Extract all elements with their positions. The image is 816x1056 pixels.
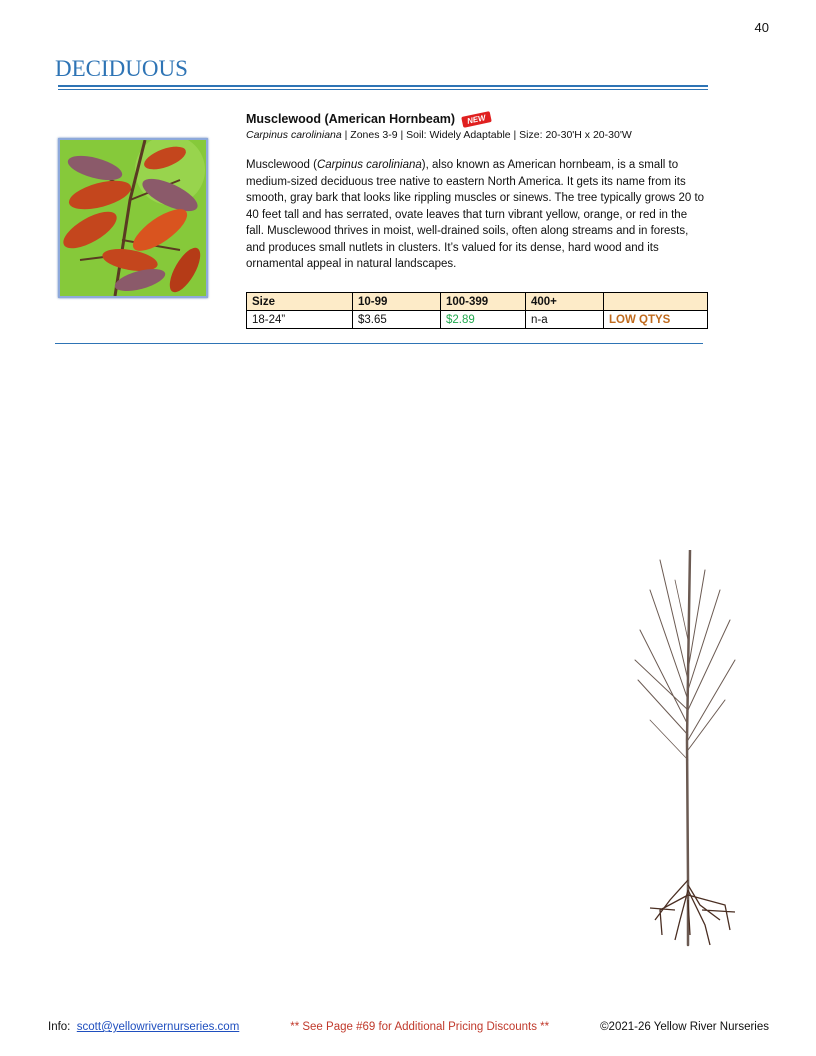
description-botanical: Carpinus caroliniana xyxy=(316,159,422,171)
header-10-99: 10-99 xyxy=(353,293,441,311)
section-title: DECIDUOUS xyxy=(55,56,188,81)
zone-soil-size: | Zones 3-9 | Soil: Widely Adaptable | Size: 20-30'H x 20-30'W xyxy=(344,129,632,141)
cell-price-10-99: $3.65 xyxy=(353,311,441,329)
cell-low-qty-note: LOW QTYS xyxy=(604,311,708,329)
cell-price-100-399: $2.89 xyxy=(441,311,526,329)
cell-size: 18-24” xyxy=(247,311,353,329)
footer-info-label: Info: xyxy=(48,1021,71,1033)
footer xyxy=(48,1021,769,1033)
product-photo-leaves xyxy=(58,138,208,298)
product-description: Musclewood (Carpinus caroliniana), also known as American hornbeam, is a small to medium-sized deciduous tree native to eastern North America. It gets its name from its smooth, gray bark that looks like rippling muscles or sinews. The tree typically grows 20 to 40 feet tall and has serrated, ovate leaves that turn vibrant yellow, orange, or red in the fall. Musclewood thrives in moist, well-drained soils, often along streams and in forests, and produces small nutlets in clusters. It’s valued for its dense, hard wood and its ornamental appeal in natural landscapes. xyxy=(246,159,705,270)
botanical-name: Carpinus caroliniana xyxy=(246,129,342,141)
product-block xyxy=(246,112,708,273)
footer-email-link[interactable]: scott@yellowrivernurseries.com xyxy=(76,1021,240,1033)
product-specs xyxy=(246,129,708,141)
header-note xyxy=(604,293,708,311)
new-badge: NEW xyxy=(461,111,491,128)
product-name: Musclewood (American Hornbeam) xyxy=(246,112,456,126)
bare-root-tree-image xyxy=(630,550,740,950)
header-100-399: 100-399 xyxy=(441,293,526,311)
page-number: 40 xyxy=(754,20,769,35)
footer-info xyxy=(48,1021,239,1033)
header-size: Size xyxy=(247,293,353,311)
table-row xyxy=(247,311,708,329)
header-400-plus: 400+ xyxy=(526,293,604,311)
section-divider xyxy=(55,343,703,344)
header-rule-thin xyxy=(58,89,708,90)
price-table-header xyxy=(247,293,708,311)
footer-discount-note: ** See Page #69 for Additional Pricing Discounts ** xyxy=(290,1021,550,1033)
header-rule xyxy=(58,85,708,87)
cell-price-400-plus: n-a xyxy=(526,311,604,329)
price-table xyxy=(246,292,708,329)
footer-copyright: ©2021-26 Yellow River Nurseries xyxy=(600,1021,769,1033)
